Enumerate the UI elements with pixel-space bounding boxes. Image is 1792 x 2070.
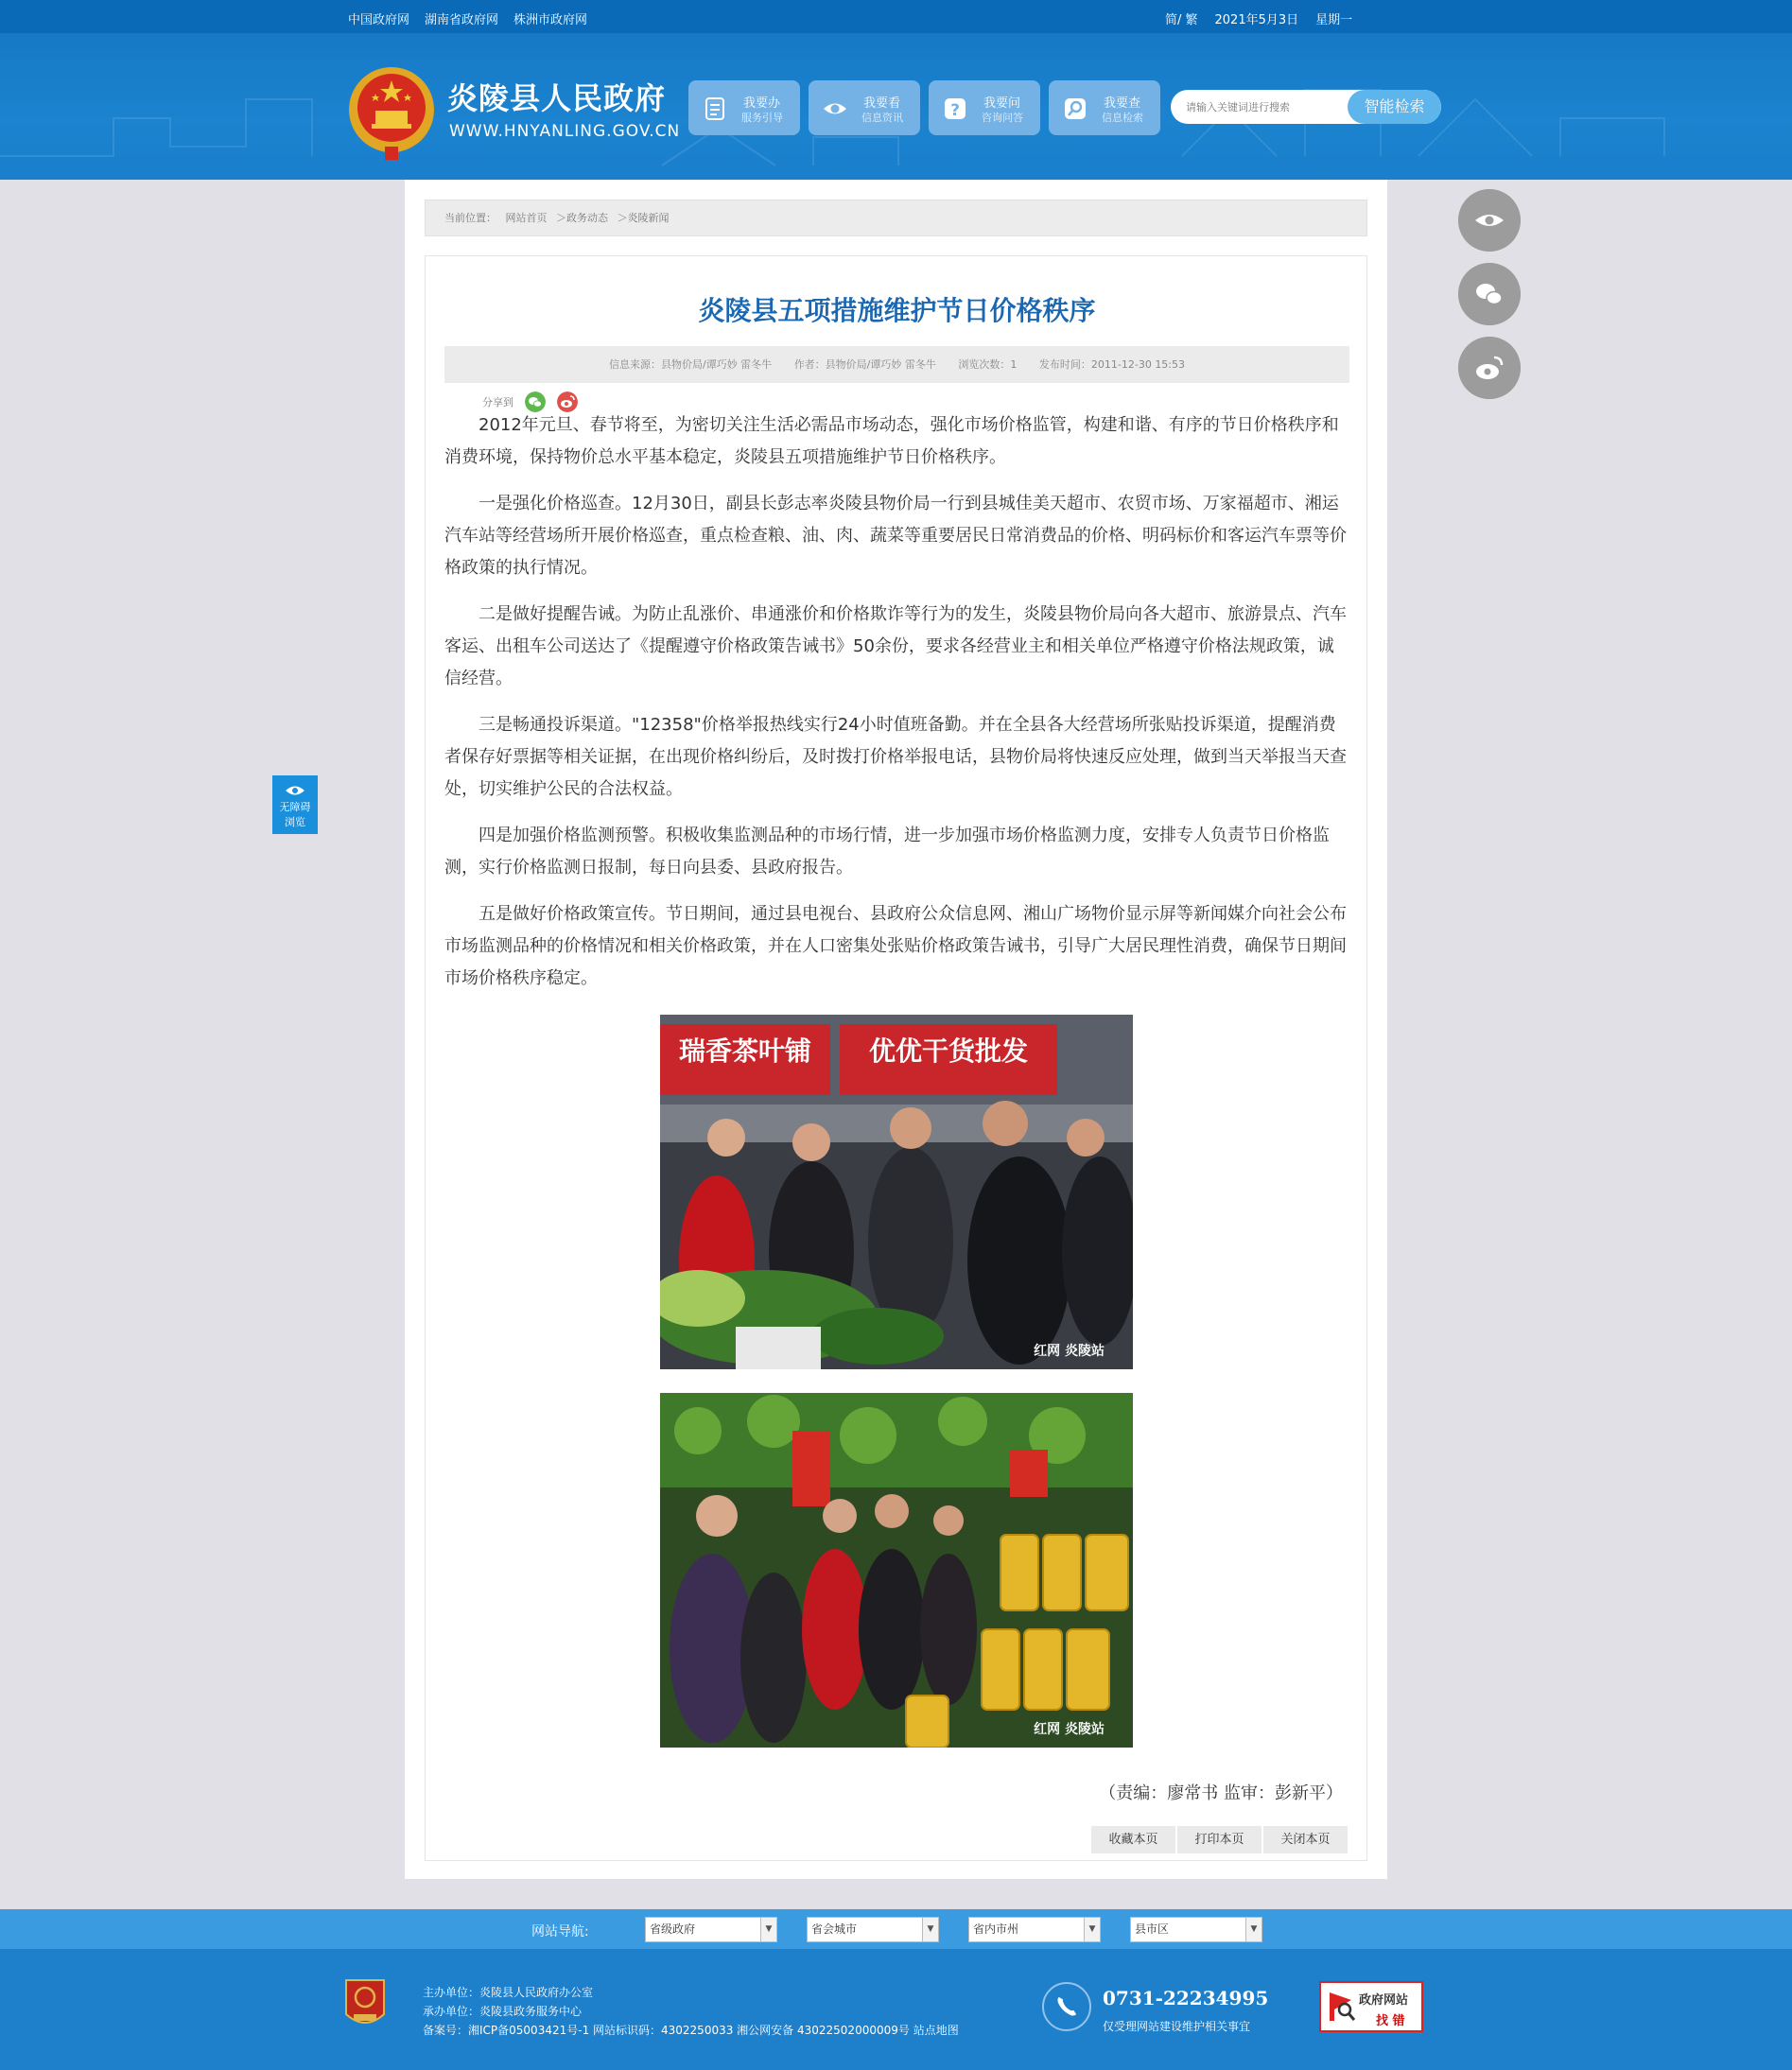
meta-author: 作者：县物价局/谭巧妙 雷冬牛 bbox=[793, 358, 936, 371]
select-county[interactable] bbox=[1130, 1917, 1262, 1942]
document-icon bbox=[702, 96, 728, 122]
search-button[interactable]: 智能检索 bbox=[1348, 90, 1441, 124]
footer-info bbox=[423, 1983, 959, 2040]
chevron-down-icon: ▼ bbox=[1084, 1918, 1100, 1941]
quick-search-sub: 信息检索 bbox=[1102, 112, 1143, 124]
quick-ask-sub: 咨询问答 bbox=[982, 112, 1023, 124]
quick-search-button[interactable] bbox=[1049, 80, 1160, 135]
magnifier-icon bbox=[1062, 96, 1088, 122]
find-error-icon bbox=[1327, 1991, 1357, 2023]
footer-phone-note: 仅受理网站建设维护相关事宜 bbox=[1103, 2020, 1251, 2033]
quick-service-title: 我要办 bbox=[743, 96, 781, 111]
close-page-button[interactable]: 关闭本页 bbox=[1263, 1826, 1348, 1853]
chevron-down-icon: ▼ bbox=[1245, 1918, 1261, 1941]
footer-organizer: 承办单位：炎陵县政务服务中心 bbox=[423, 2005, 583, 2018]
select-provincial-gov[interactable] bbox=[645, 1917, 777, 1942]
select-value: 省内市州 bbox=[973, 1922, 1019, 1936]
link-hunan-gov[interactable]: 湖南省政府网 bbox=[425, 13, 499, 27]
question-icon bbox=[942, 96, 968, 122]
print-page-button[interactable]: 打印本页 bbox=[1177, 1826, 1261, 1853]
article bbox=[425, 255, 1367, 1861]
quick-service-button[interactable] bbox=[688, 80, 800, 135]
site-name: 炎陵县人民政府 bbox=[447, 80, 667, 116]
current-weekday: 星期一 bbox=[1315, 13, 1353, 27]
party-gov-badge-icon[interactable] bbox=[341, 1976, 389, 2033]
accessibility-label-1: 无障碍 bbox=[279, 801, 311, 813]
svg-text:?: ? bbox=[950, 101, 960, 120]
article-paragraph: 四是加强价格监测预警。积极收集监测品种的市场行情，进一步加强市场价格监测力度，安排专人负责节日价格监测，实行价格监测日报制，每日向县委、县政府报告。 bbox=[444, 826, 1330, 878]
find-error-title: 政府网站 bbox=[1359, 1993, 1409, 2008]
top-links bbox=[348, 9, 587, 27]
article-actions bbox=[1091, 1826, 1348, 1853]
search-input[interactable] bbox=[1171, 90, 1350, 124]
article-paragraph: 五是做好价格政策宣传。节日期间，通过县电视台、县政府公众信息网、湘山广场物价显示屏等新闻媒介向社会公布市场监测品种的价格情况和相关价格政策，并在人口密集处张贴价格政策告诫书，引导广大居民理性消费，确保节日期间市场价格秩序稳定。 bbox=[444, 904, 1347, 988]
phone-icon bbox=[1042, 1982, 1091, 2031]
chevron-down-icon: ▼ bbox=[760, 1918, 776, 1941]
national-emblem-logo[interactable] bbox=[347, 65, 437, 163]
site-footer bbox=[0, 1949, 1792, 2070]
quick-service-sub: 服务引导 bbox=[741, 112, 783, 124]
quick-ask-button[interactable] bbox=[929, 80, 1040, 135]
article-paragraph: 三是畅通投诉渠道。"12358"价格举报热线实行24小时值班备勤。并在全县各大经营场所张贴投诉渠道，提醒消费者保存好票据等相关证据，在出现价格纠纷后，及时拨打价格举报电话，县物价局将快速反应处理，做到当天举报当天查处，切实维护公民的合法权益。 bbox=[444, 715, 1347, 799]
top-bar bbox=[0, 0, 1792, 33]
share-label: 分享到 bbox=[482, 396, 513, 409]
editor-credit: （责编：廖常书 监审：彭新平） bbox=[1099, 1783, 1343, 1803]
select-value: 省级政府 bbox=[650, 1922, 696, 1936]
site-domain: WWW.HNYANLING.GOV.CN bbox=[449, 122, 681, 141]
photo-watermark: 红网 炎陵站 bbox=[1034, 1722, 1105, 1737]
article-meta bbox=[444, 346, 1349, 383]
meta-source: 信息来源：县物价局/谭巧妙 雷冬牛 bbox=[608, 358, 773, 371]
accessibility-button[interactable] bbox=[272, 775, 318, 834]
photo-sign-left: 瑞香茶叶铺 bbox=[678, 1035, 812, 1067]
article-paragraph: 二是做好提醒告诫。为防止乱涨价、串通涨价和价格欺诈等行为的发生，炎陵县物价局向各大超市、旅游景点、汽车客运、出租车公司送达了《提醒遵守价格政策告诫书》50余份，要求各经营业主和相关单位严格遵守价格法规政策，诚信经营。 bbox=[444, 604, 1347, 688]
current-date: 2021年5月3日 bbox=[1214, 13, 1299, 27]
site-header bbox=[0, 33, 1792, 180]
language-toggle[interactable]: 简/ 繁 bbox=[1165, 13, 1198, 27]
article-paragraph: 2012年元旦、春节将至，为密切关注生活必需品市场动态，强化市场价格监管，构建和谐、有序的节日价格秩序和消费环境，保持物价总水平基本稳定，炎陵县五项措施维护节日价格秩序。 bbox=[444, 415, 1339, 467]
eye-icon bbox=[822, 96, 848, 122]
find-error-sub: 找 错 bbox=[1376, 2014, 1405, 2028]
breadcrumb-gov-news[interactable]: ＞政务动态 bbox=[556, 212, 608, 224]
select-city[interactable] bbox=[968, 1917, 1101, 1942]
footer-sponsor: 主办单位：炎陵县人民政府办公室 bbox=[423, 1986, 594, 1999]
main-content bbox=[405, 180, 1387, 1879]
meta-views: 浏览次数：1 bbox=[958, 358, 1018, 371]
link-zhuzhou-gov[interactable]: 株洲市政府网 bbox=[513, 13, 588, 27]
find-error-button[interactable] bbox=[1319, 1981, 1423, 2032]
article-paragraph: 一是强化价格巡查。12月30日，副县长彭志率炎陵县物价局一行到县城佳美天超市、农贸市场、万家福超市、湘运汽车站等经营场所开展价格巡查，重点检查粮、油、肉、蔬菜等重要居民日常消费品的价格、明码标价和客运汽车票等价格政策的执行情况。 bbox=[444, 494, 1347, 578]
site-navigation-label: 网站导航: bbox=[531, 1924, 589, 1940]
bookmark-page-button[interactable]: 收藏本页 bbox=[1091, 1826, 1175, 1853]
select-capital-city[interactable] bbox=[807, 1917, 939, 1942]
select-value: 省会城市 bbox=[811, 1922, 858, 1936]
top-right bbox=[1165, 9, 1352, 27]
photo-sign-right: 优优干货批发 bbox=[868, 1035, 1029, 1067]
search-box bbox=[1171, 90, 1441, 124]
article-photo-supermarket-inspection bbox=[660, 1393, 1133, 1748]
photo-watermark: 红网 炎陵站 bbox=[1034, 1344, 1105, 1359]
article-body bbox=[444, 409, 1350, 1009]
breadcrumb-home[interactable]: 网站首页 bbox=[505, 212, 548, 224]
float-wechat-button[interactable] bbox=[1458, 263, 1521, 325]
quick-info-sub: 信息资讯 bbox=[861, 112, 903, 124]
breadcrumb-label: 当前位置： bbox=[444, 212, 496, 224]
meta-published: 发布时间：2011-12-30 15:53 bbox=[1038, 358, 1186, 371]
link-central-gov[interactable]: 中国政府网 bbox=[348, 13, 410, 27]
chevron-down-icon: ▼ bbox=[922, 1918, 938, 1941]
quick-search-title: 我要查 bbox=[1104, 96, 1141, 111]
footer-phone: 0731-22234995 bbox=[1103, 1987, 1269, 2009]
accessibility-label-2: 浏览 bbox=[285, 816, 305, 828]
breadcrumb bbox=[425, 200, 1367, 236]
float-weibo-button[interactable] bbox=[1458, 337, 1521, 399]
float-view-button[interactable] bbox=[1458, 189, 1521, 252]
select-value: 县市区 bbox=[1135, 1922, 1170, 1936]
article-photo-market-inspection bbox=[660, 1015, 1133, 1369]
quick-info-button[interactable] bbox=[809, 80, 920, 135]
footer-record[interactable]: 备案号：湘ICP备05003421号-1 网站标识码：4302250033 湘公网安备 43022502000009号 站点地图 bbox=[423, 2024, 959, 2037]
quick-info-title: 我要看 bbox=[863, 96, 901, 111]
article-title: 炎陵县五项措施维护节日价格秩序 bbox=[698, 295, 1096, 326]
site-navigation-bar bbox=[0, 1909, 1792, 1949]
eye-icon bbox=[285, 784, 305, 797]
breadcrumb-yanling-news[interactable]: ＞炎陵新闻 bbox=[617, 212, 670, 224]
quick-ask-title: 我要问 bbox=[983, 96, 1021, 111]
